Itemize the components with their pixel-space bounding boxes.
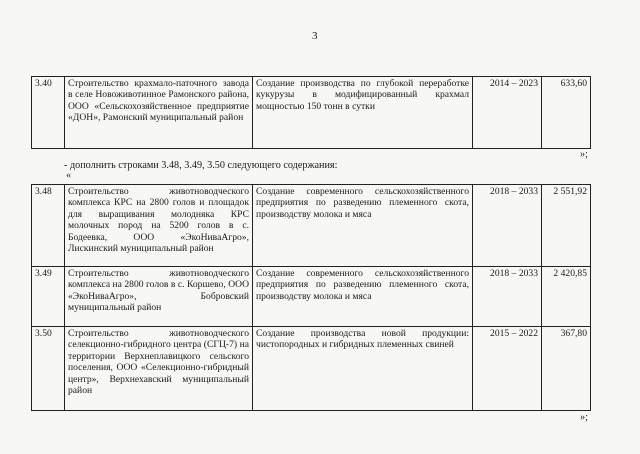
investment-projects-table-added: [31, 184, 591, 411]
project-goal: Создание производства новой продукции: чистопородных и гибридных племенных свиней: [253, 327, 473, 411]
closing-quote: »;: [580, 412, 588, 423]
closing-quote: »;: [580, 149, 588, 160]
project-sum: 367,80: [542, 327, 591, 411]
opening-quote: «: [66, 170, 72, 181]
row-number: 3.49: [32, 267, 65, 327]
project-goal: Создание современного сельскохозяйственного предприятия по разведению племенного скота, производству молока и мяса: [253, 267, 473, 327]
table-row: [32, 327, 591, 411]
project-period: 2018 – 2033: [473, 185, 542, 267]
investment-projects-table-existing: [31, 76, 591, 149]
project-object: Строительство животноводческого комплекса КРС на 2800 голов и площадок для выращивания молодняка КРС молочных пород на 5200 голов в с. Бодеевка, ООО «ЭкоНиваАгро», Лискинский муниципальный район: [65, 185, 253, 267]
project-period: 2014 – 2023: [473, 77, 542, 149]
project-sum: 2 420,85: [542, 267, 591, 327]
table-row: [32, 77, 591, 149]
project-period: 2018 – 2033: [473, 267, 542, 327]
project-object: Строительство животноводческого комплекса на 2800 голов в с. Коршево, ООО «ЭкоНиваАгро», Бобровский муниципальный район: [65, 267, 253, 327]
project-object: Строительство крахмало-паточного завода в селе Новоживотинное Рамонского района, ООО «Сельскохозяйственное предприятие «ДОН», Рамонский муниципальный район: [65, 77, 253, 149]
page-number: 3: [312, 30, 318, 42]
project-period: 2015 – 2022: [473, 327, 542, 411]
table-row: [32, 267, 591, 327]
amendment-instruction: - дополнить строками 3.48, 3.49, 3.50 следующего содержания:: [64, 160, 338, 171]
table-row: [32, 185, 591, 267]
project-sum: 2 551,92: [542, 185, 591, 267]
project-goal: Создание современного сельскохозяйственного предприятия по разведению племенного скота, производству молока и мяса: [253, 185, 473, 267]
project-goal: Создание производства по глубокой переработке кукурузы в модифицированный крахмал мощностью 150 тонн в сутки: [253, 77, 473, 149]
project-object: Строительство животноводческого селекционно-гибридного центра (СГЦ-7) на территории Верхнеплавицкого сельского поселения, ООО «Селекционно-гибридный центр», Верхнехавский муниципальный район: [65, 327, 253, 411]
row-number: 3.48: [32, 185, 65, 267]
row-number: 3.40: [32, 77, 65, 149]
project-sum: 633,60: [542, 77, 591, 149]
row-number: 3.50: [32, 327, 65, 411]
